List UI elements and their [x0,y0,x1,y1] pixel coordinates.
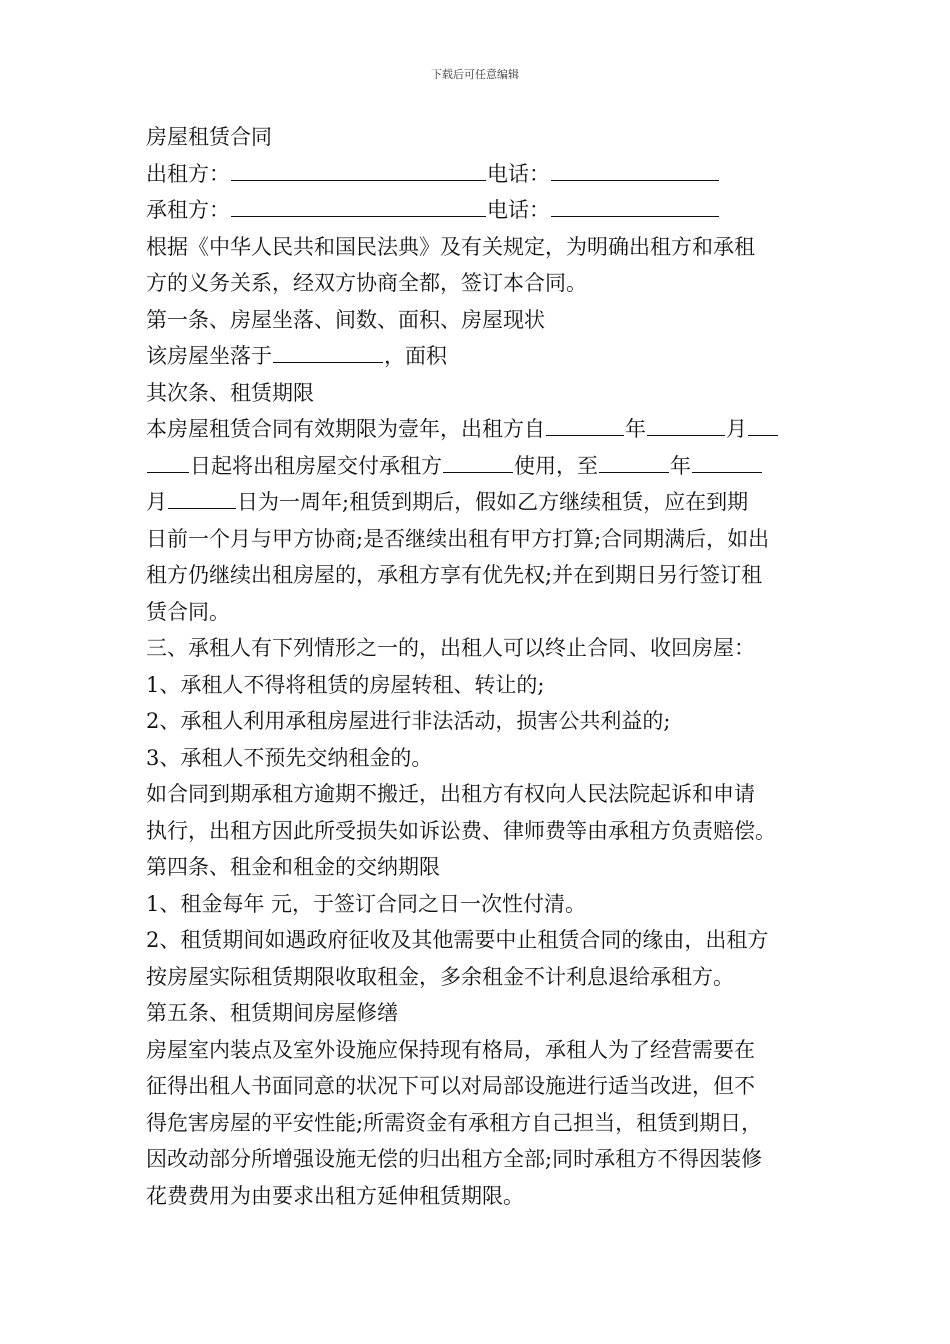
start-day-blank-part2[interactable] [147,452,189,473]
article-2-text-d: 日为一周年;租赁到期后，假如乙方继续租赁，应在到期 [237,490,749,514]
article-2-line-1 [146,411,810,448]
year-label: 年 [625,417,646,441]
article-4-item-1: 1、租金每年 元，于签订合同之日一次性付清。 [146,891,587,916]
lessee-phone-blank[interactable] [551,196,719,217]
start-day-blank-part1[interactable] [748,415,778,436]
intro-line-2: 方的义务关系，经双方协商全都，签订本合同。 [146,271,587,295]
article-1-title: 第一条、房屋坐落、间数、面积、房屋现状 [146,307,545,332]
lessor-label: 出租方： [146,161,230,186]
article-2-text-c: 使用，至 [514,453,598,478]
lessee-row [146,192,810,229]
location-blank[interactable] [273,342,383,363]
article-5-line-3: 得危害房屋的平安性能;所需资金有承租方自己担当，租赁到期日， [146,1110,763,1135]
end-day-blank[interactable] [168,488,236,509]
location-label: 该房屋坐落于 [146,344,272,368]
article-3-item-1: 1、承租人不得将租赁的房屋转租、转让的; [146,672,545,697]
end-year-label: 年 [670,453,691,478]
article-5-title: 第五条、租赁期间房屋修缮 [146,1001,398,1025]
article-3-item-3: 3、承租人不预先交纳租金的。 [146,745,433,770]
article-5-line-4: 因改动部分所增强设施无偿的归出租方全部;同时承租方不得因装修 [146,1147,763,1171]
document-title: 房屋租赁合同 [146,125,272,149]
article-2-text-a: 本房屋租赁合同有效期限为壹年，出租方自 [146,417,545,441]
end-year-blank[interactable] [599,452,669,473]
lessee-blank[interactable] [231,196,486,217]
intro-line-1: 根据《中华人民共和国民法典》及有关规定，为明确出租方和承租 [146,234,755,259]
handover-blank[interactable] [443,452,513,473]
lessor-phone-blank[interactable] [551,160,719,181]
article-5-line-2: 征得出租人书面同意的状况下可以对局部设施进行适当改进，但不 [146,1074,755,1098]
end-month-label: 月 [146,490,167,514]
start-year-blank[interactable] [546,415,624,436]
lessee-phone-label: 电话： [487,198,550,222]
article-2-title: 其次条、租赁期限 [146,380,314,405]
article-4-item-2-line-2: 按房屋实际租赁期限收取租金，多余租金不计利息退给承租方。 [146,964,734,989]
article-2-line-2 [146,448,810,485]
article-2-line-3 [146,484,810,521]
article-1-location-row [146,338,810,375]
article-3-para-line-1: 如合同到期承租方逾期不搬迁，出租方有权向人民法院起诉和申请 [146,782,755,806]
lessor-phone-label: 电话： [487,161,550,186]
lessor-blank[interactable] [231,160,486,181]
article-3-title: 三、承租人有下列情形之一的，出租人可以终止合同、收回房屋： [146,636,755,660]
article-5-line-5: 花费费用为由要求出租方延伸租赁期限。 [146,1183,524,1208]
article-2-line-5: 租方仍继续出租房屋的，承租方享有优先权;并在到期日另行签订租 [146,563,763,587]
page-header-note: 下载后可任意编辑 [431,68,519,81]
contract-body [146,119,810,1214]
article-5-line-1: 房屋室内装点及室外设施应保持现有格局，承租人为了经营需要在 [146,1037,755,1062]
month-label: 月 [726,417,747,441]
article-3-para-line-2: 执行，出租方因此所受损失如诉讼费、律师费等由承租方负责赔偿。 [146,818,776,843]
article-4-item-2-line-1: 2、租赁期间如遇政府征收及其他需要中止租赁合同的缘由，出租方 [146,928,769,952]
article-2-line-6: 赁合同。 [146,599,230,624]
area-label: ，面积 [384,344,447,368]
lessor-row [146,156,810,193]
article-3-item-2: 2、承租人利用承租房屋进行非法活动，损害公共利益的; [146,709,671,733]
article-2-text-b: 日起将出租房屋交付承租方 [190,453,442,478]
lessee-label: 承租方： [146,198,230,222]
article-2-line-4: 日前一个月与甲方协商;是否继续出租有甲方打算;合同期满后，如出 [146,526,770,551]
start-month-blank[interactable] [647,415,725,436]
article-4-title: 第四条、租金和租金的交纳期限 [146,855,440,879]
end-month-blank[interactable] [692,452,762,473]
